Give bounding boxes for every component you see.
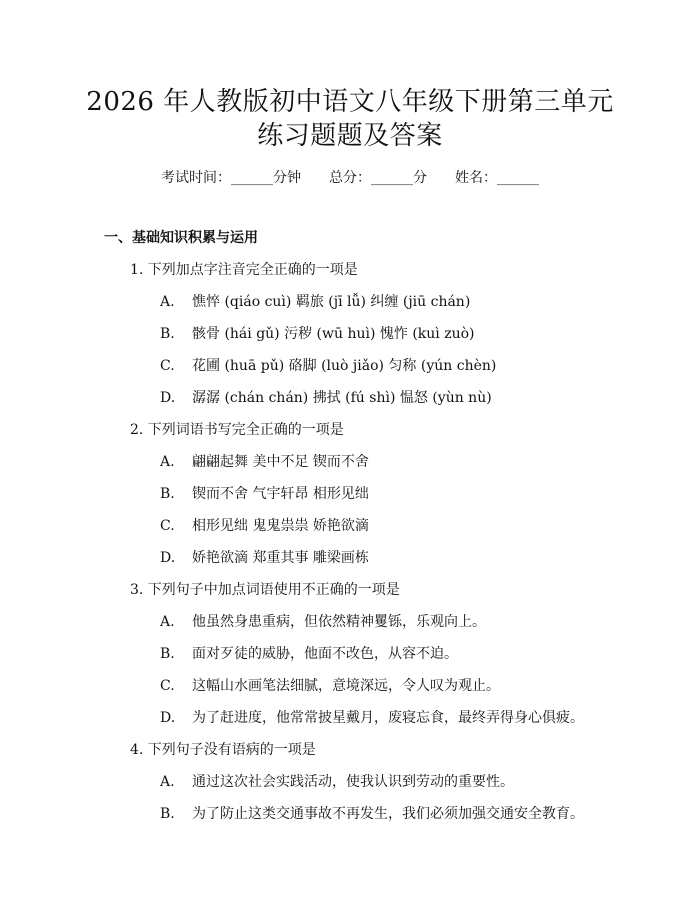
question-4-option-a: A. 通过这次社会实践活动，使我认识到劳动的重要性。 [160, 774, 514, 790]
exam-title-line1: 2026 年人教版初中语文八年级下册第三单元 [86, 87, 614, 117]
question-4-option-b: B. 为了防止这类交通事故不再发生，我们必须加强交通安全教育。 [160, 806, 584, 822]
exam-title-line2: 练习题题及答案 [257, 121, 443, 151]
question-1-option-a: A. 憔悴 (qiáo cuì) 羁旅 (jī lǚ) 纠缠 (jiū chán) [160, 294, 471, 310]
question-2-option-a: A. 翩翩起舞 美中不足 锲而不舍 [160, 454, 369, 470]
question-1-option-c: C. 花圃 (huā pǔ) 硌脚 (luò jiǎo) 匀称 (yún chèn) [160, 358, 497, 374]
question-2-option-d: D. 娇艳欲滴 郑重其事 雕梁画栋 [160, 550, 369, 566]
question-1-option-d: D. 潺潺 (chán chán) 拂拭 (fú shì) 愠怒 (yùn nù) [160, 390, 492, 406]
section-heading: 一、基础知识积累与运用 [104, 230, 258, 246]
question-3-option-d: D. 为了赶进度，他常常披星戴月，废寝忘食，最终弄得身心俱疲。 [160, 710, 584, 726]
question-3-option-a: A. 他虽然身患重病，但依然精神矍铄，乐观向上。 [160, 614, 486, 630]
question-1-option-b: B. 骸骨 (hái gǔ) 污秽 (wū huì) 愧怍 (kuì zuò) [160, 326, 475, 342]
exam-meta [0, 168, 700, 188]
question-3-stem: 3. 下列句子中加点词语使用不正确的一项是 [130, 582, 400, 598]
question-3-option-c: C. 这幅山水画笔法细腻，意境深远，令人叹为观止。 [160, 678, 500, 694]
question-2-stem: 2. 下列词语书写完全正确的一项是 [130, 422, 344, 438]
question-2-option-b: B. 锲而不舍 气宇轩昂 相形见绌 [160, 486, 369, 502]
total-score-field: 总分：______分 [329, 170, 427, 186]
question-2-option-c: C. 相形见绌 鬼鬼祟祟 娇艳欲滴 [160, 518, 369, 534]
question-3-option-b: B. 面对歹徒的威胁，他面不改色，从容不迫。 [160, 646, 458, 662]
exam-time-field: 考试时间：______分钟 [161, 170, 301, 186]
question-1-stem: 1. 下列加点字注音完全正确的一项是 [130, 262, 358, 278]
question-4-stem: 4. 下列句子没有语病的一项是 [130, 742, 316, 758]
student-name-field: 姓名：______ [455, 170, 539, 186]
